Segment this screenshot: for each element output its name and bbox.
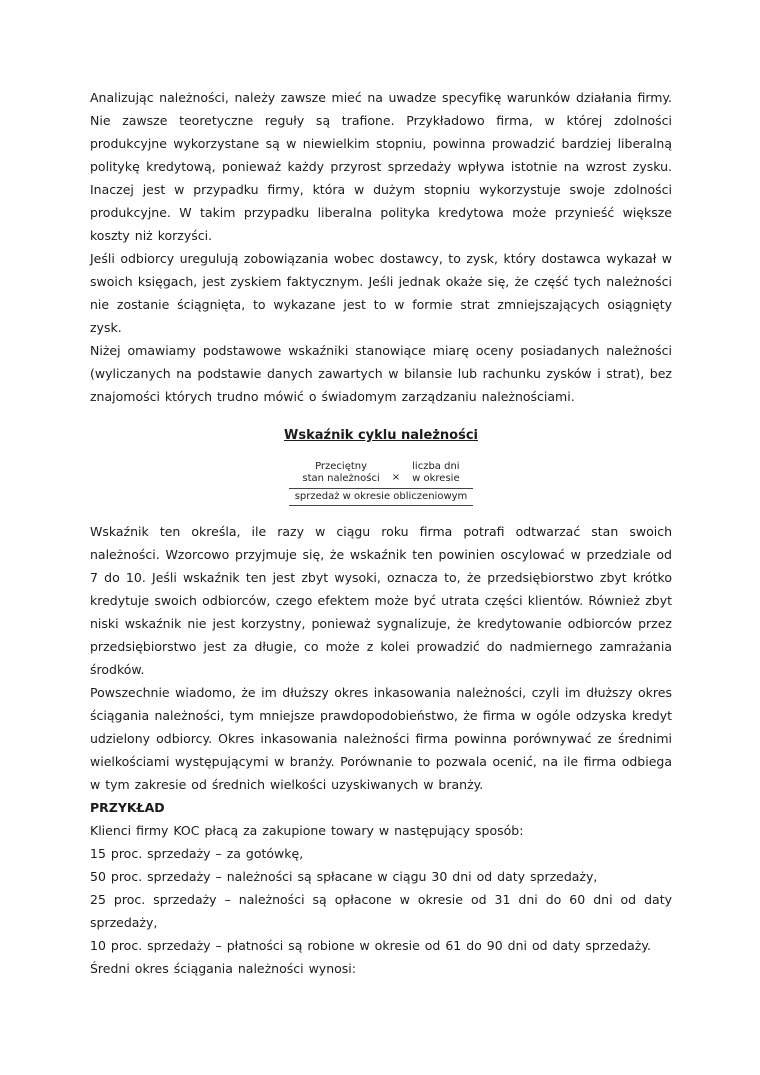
example-intro: Klienci firmy KOC płacą za zakupione towary w następujący sposób: [90,823,524,838]
paragraph-indicator-2: Powszechnie wiadomo, że im dłuższy okres inkasowania należności, czyli im dłuższy okres ściągania należności, tym mniejsze prawdopodobieństwo, że firma w ogóle odzyska kredyt udzielony odbiorcy. Okres inkasowania należności firma powinna porównywać ze średnimi wielkościami występującymi w branży. Porównanie to pozwala ocenić, na ile firma odbiega w tym zakresie od średnich wielkości uzyskiwanych w branży. [90,685,672,792]
section-heading [90,424,672,447]
formula-denominator: sprzedaż w okresie obliczeniowym [289,488,474,506]
formula-figure [90,461,672,506]
example-closing: Średni okres ściągania należności wynosi: [90,961,356,976]
paragraph-intro-2: Jeśli odbiorcy uregulują zobowiązania wobec dostawcy, to zysk, który dostawca wykazał w swoich księgach, jest zyskiem faktycznym. Jeśli jednak okaże się, że część tych należności nie zostanie ściągnięta, to wykazane jest to w formie strat zmniejszających osiągnięty zysk. [90,251,672,335]
example-item-2: 50 proc. sprzedaży – należności są spłacane w ciągu 30 dni od daty sprzedaży, [90,869,598,884]
multiplication-sign: × [391,472,401,483]
receivables-cycle-formula [289,461,474,506]
paragraph-intro-1: Analizując należności, należy zawsze mieć na uwadze specyfikę warunków działania firmy. Nie zawsze teoretyczne reguły są trafione. Przykładowo firma, w której zdolności produkcyjne wykorzystane są w niewielkim stopniu, powinna prowadzić bardziej liberalną politykę kredytową, ponieważ każdy przyrost sprzedaży wpływa istotnie na wzrost zysku. Inaczej jest w przypadku firmy, która w dużym stopniu wykorzystuje swoje zdolności produkcyjne. W takim przypadku liberalna polityka kredytowa może przynieść większe koszty niż korzyści. [90,90,672,243]
paragraph-indicator-1: Wskaźnik ten określa, ile razy w ciągu roku firma potrafi odtwarzać stan swoich należności. Wzorcowo przyjmuje się, że wskaźnik ten powinien oscylować w przedziale od 7 do 10. Jeśli wskaźnik ten jest zbyt wysoki, oznacza to, że przedsiębiorstwo zbyt krótko kredytuje swoich odbiorców, czego efektem może być utrata części klientów. Również zbyt niski wskaźnik nie jest korzystny, ponieważ sygnalizuje, że kredytowanie odbiorców przez przedsiębiorstwo jest za długie, co może z kolei prowadzić do nadmiernego zamrażania środków. [90,524,672,677]
formula-left-line2: stan należności [302,473,380,484]
example-item-3: 25 proc. sprzedaży – należności są opłacone w okresie od 31 dni do 60 dni od daty sprzedaży, [90,892,672,930]
paragraph-intro-3: Niżej omawiamy podstawowe wskaźniki stanowiące miarę oceny posiadanych należności (wyliczanych na podstawie danych zawartych w bilansie lub rachunku zysków i strat), bez znajomości których trudno mówić o świadomym zarządzaniu należnościami. [90,343,672,404]
formula-left-line1: Przeciętny [315,461,368,472]
formula-numerator-left [302,461,379,485]
formula-numerator-right [412,461,459,485]
example-label: PRZYKŁAD [90,800,165,815]
example-item-1: 15 proc. sprzedaży – za gotówkę, [90,846,304,861]
formula-right-line2: w okresie [412,473,460,484]
formula-right-line1: liczba dni [412,461,460,472]
section-heading-text: Wskaźnik cyklu należności [284,428,478,443]
formula-numerator [289,461,474,488]
example-item-4: 10 proc. sprzedaży – płatności są robione w okresie od 61 do 90 dni od daty sprzedaży. [90,938,651,953]
